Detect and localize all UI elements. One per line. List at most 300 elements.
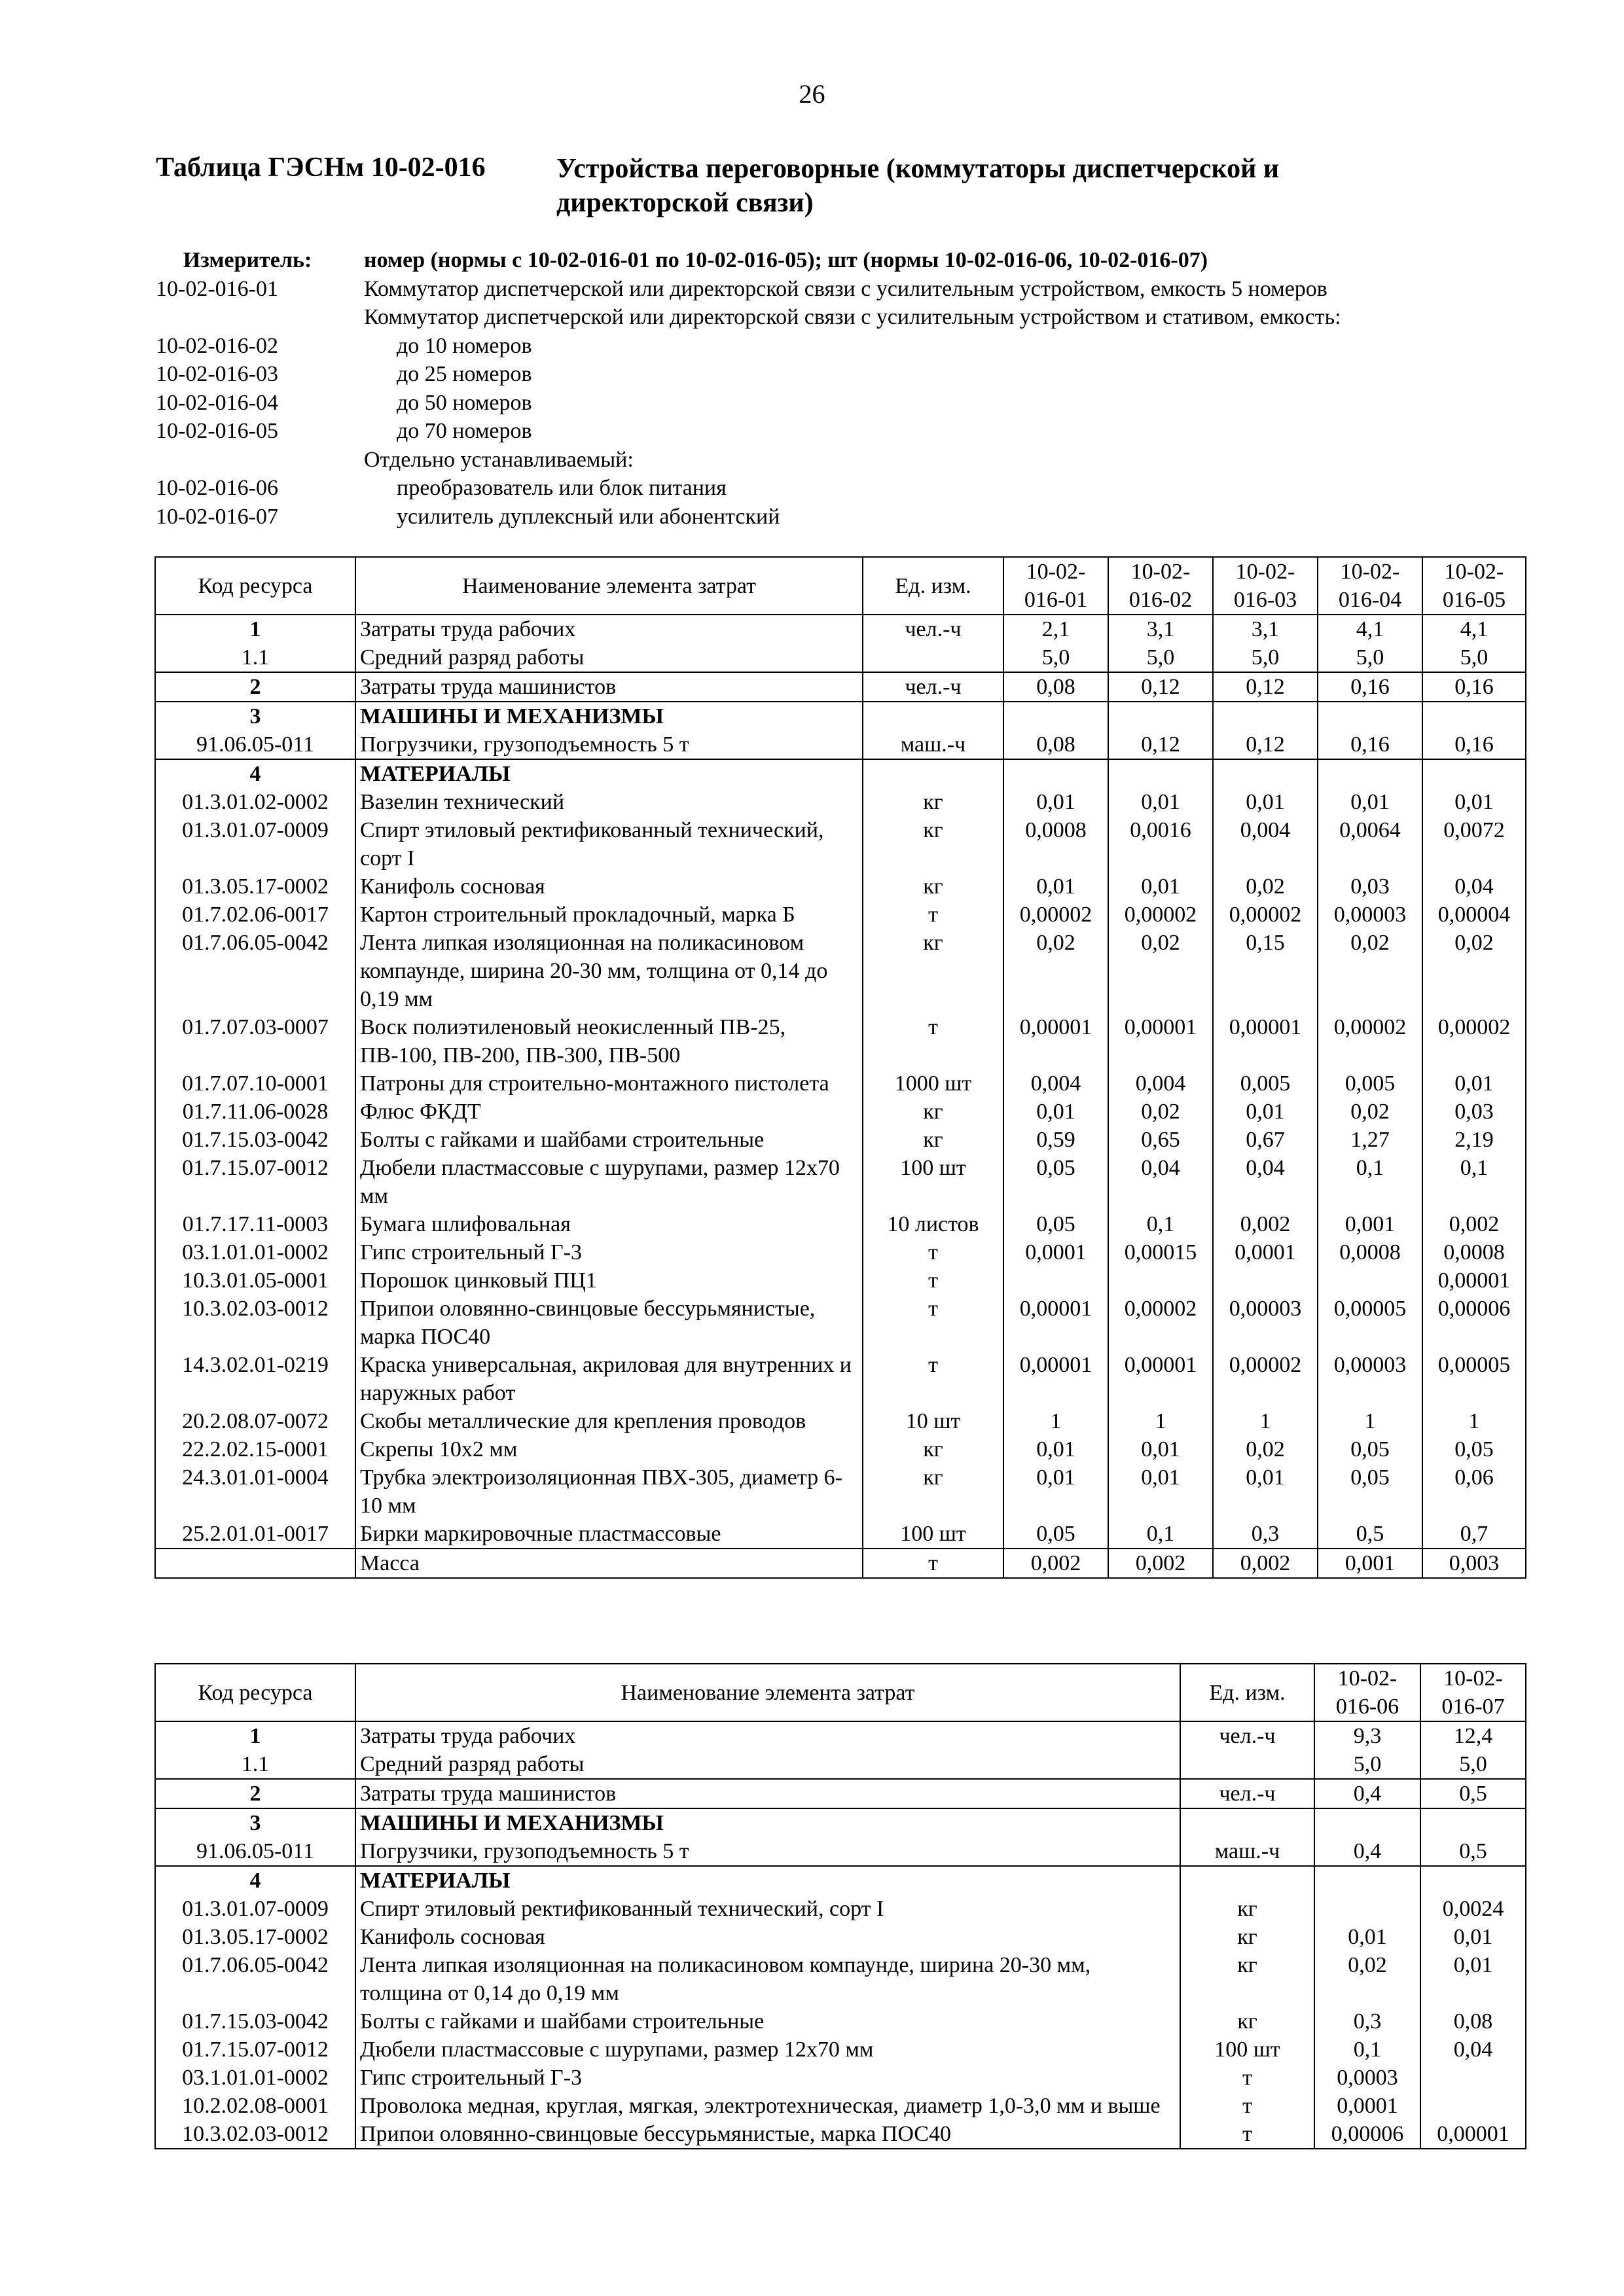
norm-value: 0,002 (1213, 1210, 1318, 1238)
resource-name: Канифоль сосновая (355, 1923, 1180, 1951)
measure-label: Измеритель: (183, 248, 312, 272)
table-row (155, 1210, 1526, 1238)
resource-code: 25.2.01.01-0017 (155, 1520, 355, 1549)
norm-value: 0,7 (1422, 1520, 1526, 1549)
resource-unit: т (863, 1238, 1003, 1266)
norm-value: 5,0 (1213, 643, 1318, 672)
resource-name: Бирки маркировочные пластмассовые (355, 1520, 863, 1549)
norm-line (156, 332, 1498, 361)
resource-code: 1 (155, 1721, 355, 1750)
resource-unit: т (863, 1549, 1003, 1578)
table-row (155, 1154, 1526, 1210)
resource-unit: маш.-ч (863, 730, 1003, 759)
norm-value: 0,02 (1213, 1435, 1318, 1463)
norm-value: 0,0008 (1003, 816, 1108, 872)
table-row (155, 1098, 1526, 1126)
norm-value: 0,00002 (1213, 1351, 1318, 1407)
norm-value: 1 (1422, 1407, 1526, 1435)
norm-value: 0,02 (1318, 929, 1422, 1013)
norm-value: 0,001 (1318, 1549, 1422, 1578)
norm-value: 0,04 (1420, 2036, 1526, 2064)
resource-name: Краска универсальная, акриловая для внутренних и наружных работ (355, 1351, 863, 1407)
norm-value: 0,00001 (1108, 1351, 1213, 1407)
resource-name: Погрузчики, грузоподъемность 5 т (355, 730, 863, 759)
norm-code: 10-02-016-04 (156, 390, 278, 415)
norm-value (1318, 702, 1422, 730)
norm-code: 10-02-016-06 (156, 476, 278, 500)
resource-unit (863, 759, 1003, 788)
table-row (155, 1126, 1526, 1154)
resource-code: 14.3.02.01-0219 (155, 1351, 355, 1407)
norm-line (156, 446, 1498, 475)
norm-value (1420, 2064, 1526, 2092)
resource-code: 01.7.06.05-0042 (155, 929, 355, 1013)
norm-description: усилитель дуплексный или абонентский (397, 504, 780, 529)
resource-table-1 (154, 556, 1526, 1579)
resource-name: Затраты труда рабочих (355, 615, 863, 643)
table-row (155, 1549, 1526, 1578)
table-row (155, 615, 1526, 643)
norm-value: 0,0003 (1314, 2064, 1420, 2092)
resource-unit (863, 702, 1003, 730)
norm-value: 0,1 (1318, 1154, 1422, 1210)
norm-value: 0,01 (1422, 788, 1526, 816)
resource-code: 24.3.01.01-0004 (155, 1463, 355, 1520)
resource-unit: кг (1180, 2007, 1314, 2036)
table-row (155, 788, 1526, 816)
norm-value: 5,0 (1108, 643, 1213, 672)
resource-name: Болты с гайками и шайбами строительные (355, 2007, 1180, 2036)
resource-unit: т (863, 901, 1003, 929)
resource-unit: чел.-ч (863, 672, 1003, 702)
norm-value (1003, 1266, 1108, 1295)
table-row (155, 1463, 1526, 1520)
header-norm-01: 10-02-016-01 (1003, 557, 1108, 615)
table-row (155, 2092, 1526, 2120)
resource-code: 01.7.15.03-0042 (155, 2007, 355, 2036)
measure-block (156, 246, 1498, 531)
table-row (155, 816, 1526, 872)
norm-line (156, 474, 1498, 503)
norm-value: 0,65 (1108, 1126, 1213, 1154)
norm-value: 0,01 (1420, 1923, 1526, 1951)
table-row (155, 702, 1526, 730)
norm-value: 1 (1213, 1407, 1318, 1435)
norm-value: 0,003 (1422, 1549, 1526, 1578)
resource-unit: кг (863, 1463, 1003, 1520)
norm-value: 0,002 (1422, 1210, 1526, 1238)
norm-value: 0,00002 (1318, 1013, 1422, 1069)
resource-name: МАШИНЫ И МЕХАНИЗМЫ (355, 1808, 1180, 1837)
norm-value (1213, 759, 1318, 788)
resource-code: 03.1.01.01-0002 (155, 1238, 355, 1266)
norm-value: 0,16 (1422, 672, 1526, 702)
resource-name: Спирт этиловый ректификованный технический, сорт I (355, 1895, 1180, 1923)
norm-value: 0,01 (1213, 1098, 1318, 1126)
norm-value: 0,01 (1003, 788, 1108, 816)
norm-value: 3,1 (1213, 615, 1318, 643)
norm-value: 0,0001 (1003, 1238, 1108, 1266)
resource-unit: т (1180, 2064, 1314, 2092)
resource-name: Спирт этиловый ректификованный технический, сорт I (355, 816, 863, 872)
header-name: Наименование элемента затрат (355, 557, 863, 615)
norm-value: 0,004 (1108, 1069, 1213, 1098)
norm-value: 0,0016 (1108, 816, 1213, 872)
norm-value: 0,005 (1318, 1069, 1422, 1098)
resource-unit: т (863, 1013, 1003, 1069)
norm-code: 10-02-016-03 (156, 362, 278, 386)
resource-unit: 100 шт (1180, 2036, 1314, 2064)
norm-value (1422, 759, 1526, 788)
norm-value (1420, 1808, 1526, 1837)
resource-code: 3 (155, 1808, 355, 1837)
resource-name: Порошок цинковый ПЦ1 (355, 1266, 863, 1295)
norm-value: 0,02 (1422, 929, 1526, 1013)
norm-value: 0,12 (1213, 672, 1318, 702)
norm-value: 0,16 (1318, 730, 1422, 759)
norm-value (1314, 1808, 1420, 1837)
resource-code: 10.3.02.03-0012 (155, 1295, 355, 1351)
norm-value: 0,01 (1420, 1951, 1526, 2007)
norm-value: 5,0 (1422, 643, 1526, 672)
table-row (155, 1407, 1526, 1435)
table-row (155, 1750, 1526, 1779)
resource-unit (863, 643, 1003, 672)
resource-unit: 100 шт (863, 1154, 1003, 1210)
resource-unit: 100 шт (863, 1520, 1003, 1549)
norm-line (156, 303, 1498, 332)
norm-value: 0,0024 (1420, 1895, 1526, 1923)
resource-unit: т (1180, 2092, 1314, 2120)
resource-code: 01.7.15.03-0042 (155, 1126, 355, 1154)
table-row (155, 1895, 1526, 1923)
norm-value (1422, 702, 1526, 730)
norm-value: 0,004 (1003, 1069, 1108, 1098)
resource-unit (1180, 1750, 1314, 1779)
resource-code: 01.3.01.07-0009 (155, 1895, 355, 1923)
table-row (155, 672, 1526, 702)
norm-value: 0,03 (1318, 872, 1422, 901)
norm-value: 4,1 (1318, 615, 1422, 643)
norm-value: 0,002 (1003, 1549, 1108, 1578)
norm-value (1108, 759, 1213, 788)
resource-name: Болты с гайками и шайбами строительные (355, 1126, 863, 1154)
resource-unit: кг (863, 1098, 1003, 1126)
norm-value: 0,12 (1108, 672, 1213, 702)
table-header-row (155, 557, 1526, 615)
resource-unit: кг (1180, 1923, 1314, 1951)
measure-row (156, 246, 1498, 275)
norm-value: 1 (1318, 1407, 1422, 1435)
norm-value: 0,02 (1314, 1951, 1420, 2007)
table-row (155, 1951, 1526, 2007)
resource-name: МАТЕРИАЛЫ (355, 1866, 1180, 1895)
resource-code: 2 (155, 672, 355, 702)
resource-name: Лента липкая изоляционная на поликасиновом компаунде, ширина 20-30 мм, толщина от 0,14 до 0,19 мм (355, 929, 863, 1013)
norm-value: 0,00004 (1422, 901, 1526, 929)
norm-line (156, 503, 1498, 531)
norm-value: 0,04 (1422, 872, 1526, 901)
resource-code: 20.2.08.07-0072 (155, 1407, 355, 1435)
table-row (155, 929, 1526, 1013)
header-norm-04: 10-02-016-04 (1318, 557, 1422, 615)
norm-value (1420, 1866, 1526, 1895)
resource-unit: 10 шт (863, 1407, 1003, 1435)
resource-name: Погрузчики, грузоподъемность 5 т (355, 1837, 1180, 1866)
resource-unit: чел.-ч (1180, 1721, 1314, 1750)
resource-name: Вазелин технический (355, 788, 863, 816)
table-row (155, 1923, 1526, 1951)
header-unit: Ед. изм. (863, 557, 1003, 615)
norm-value: 0,01 (1108, 872, 1213, 901)
norm-value: 0,00005 (1318, 1295, 1422, 1351)
resource-code: 3 (155, 702, 355, 730)
table-title-code: Таблица ГЭСНм 10-02-016 (156, 152, 486, 183)
table-row (155, 643, 1526, 672)
resource-code: 01.3.05.17-0002 (155, 1923, 355, 1951)
norm-value: 0,01 (1108, 788, 1213, 816)
resource-code: 2 (155, 1779, 355, 1808)
table-row (155, 1069, 1526, 1098)
norm-line (156, 389, 1498, 418)
norm-value: 0,01 (1108, 1463, 1213, 1520)
resource-name: МАШИНЫ И МЕХАНИЗМЫ (355, 702, 863, 730)
header-unit: Ед. изм. (1180, 1664, 1314, 1721)
norm-value (1318, 759, 1422, 788)
table-row (155, 1837, 1526, 1866)
table-row (155, 1520, 1526, 1549)
table-row (155, 1238, 1526, 1266)
resource-name: Припои оловянно-свинцовые бессурьмянистые, марка ПОС40 (355, 1295, 863, 1351)
resource-unit (1180, 1808, 1314, 1837)
norm-value: 0,00005 (1422, 1351, 1526, 1407)
norm-value (1318, 1266, 1422, 1295)
norm-value: 1 (1108, 1407, 1213, 1435)
header-norm-03: 10-02-016-03 (1213, 557, 1318, 615)
resource-code: 01.7.06.05-0042 (155, 1951, 355, 2007)
resource-name: Картон строительный прокладочный, марка Б (355, 901, 863, 929)
norm-description: до 25 номеров (397, 362, 532, 386)
norm-value: 0,01 (1213, 1463, 1318, 1520)
table-title-text: Устройства переговорные (коммутаторы диспетчерской и директорской связи) (556, 154, 1280, 218)
resource-unit: чел.-ч (863, 615, 1003, 643)
norm-value: 0,05 (1422, 1435, 1526, 1463)
norm-value: 0,004 (1213, 816, 1318, 872)
resource-code: 01.3.01.02-0002 (155, 788, 355, 816)
norm-line (156, 360, 1498, 389)
norm-value (1003, 702, 1108, 730)
resource-code: 03.1.01.01-0002 (155, 2064, 355, 2092)
norm-value: 0,0072 (1422, 816, 1526, 872)
norm-list (156, 275, 1498, 531)
norm-line (156, 417, 1498, 446)
norm-value: 0,01 (1003, 1098, 1108, 1126)
norm-value: 0,00002 (1108, 901, 1213, 929)
norm-value: 0,02 (1318, 1098, 1422, 1126)
norm-value: 1,27 (1318, 1126, 1422, 1154)
norm-description: до 10 номеров (397, 333, 532, 358)
resource-unit (1180, 1866, 1314, 1895)
header-name: Наименование элемента затрат (355, 1664, 1180, 1721)
norm-description: до 50 номеров (397, 390, 532, 415)
norm-value: 5,0 (1420, 1750, 1526, 1779)
norm-value: 0,3 (1213, 1520, 1318, 1549)
norm-value: 0,005 (1213, 1069, 1318, 1098)
norm-value: 0,5 (1420, 1779, 1526, 1808)
norm-value: 0,00001 (1003, 1295, 1108, 1351)
table-row (155, 1866, 1526, 1895)
norm-value: 0,002 (1213, 1549, 1318, 1578)
resource-code: 01.7.02.06-0017 (155, 901, 355, 929)
norm-value (1420, 2092, 1526, 2120)
resource-code: 01.7.15.07-0012 (155, 2036, 355, 2064)
norm-value: 0,00001 (1213, 1013, 1318, 1069)
norm-value: 0,1 (1108, 1210, 1213, 1238)
header-norm-02: 10-02-016-02 (1108, 557, 1213, 615)
norm-code: 10-02-016-01 (156, 276, 278, 301)
resource-name: Гипс строительный Г-3 (355, 2064, 1180, 2092)
norm-value: 0,3 (1314, 2007, 1420, 2036)
resource-unit: т (863, 1266, 1003, 1295)
norm-value: 0,01 (1422, 1069, 1526, 1098)
resource-unit: т (863, 1351, 1003, 1407)
norm-code: 10-02-016-05 (156, 419, 278, 443)
norm-value: 0,0008 (1318, 1238, 1422, 1266)
norm-value: 0,02 (1108, 929, 1213, 1013)
norm-value: 3,1 (1108, 615, 1213, 643)
resource-code: 01.7.07.03-0007 (155, 1013, 355, 1069)
resource-name: Припои оловянно-свинцовые бессурьмянистые, марка ПОС40 (355, 2120, 1180, 2149)
norm-value: 0,5 (1318, 1520, 1422, 1549)
norm-value: 0,67 (1213, 1126, 1318, 1154)
norm-value: 0,1 (1314, 2036, 1420, 2064)
resource-unit: чел.-ч (1180, 1779, 1314, 1808)
norm-value: 0,00001 (1420, 2120, 1526, 2149)
resource-unit: 10 листов (863, 1210, 1003, 1238)
norm-value: 0,03 (1422, 1098, 1526, 1126)
norm-value: 0,01 (1318, 788, 1422, 816)
norm-value (1213, 1266, 1318, 1295)
norm-value: 0,02 (1213, 872, 1318, 901)
header-code: Код ресурса (155, 557, 355, 615)
resource-name: Канифоль сосновая (355, 872, 863, 901)
table-row (155, 1266, 1526, 1295)
norm-value: 0,04 (1108, 1154, 1213, 1210)
norm-value: 0,01 (1108, 1435, 1213, 1463)
norm-value: 0,16 (1318, 672, 1422, 702)
resource-name: Гипс строительный Г-3 (355, 1238, 863, 1266)
norm-value: 0,01 (1003, 1435, 1108, 1463)
resource-unit: 1000 шт (863, 1069, 1003, 1098)
page-number: 26 (799, 79, 825, 109)
norm-value: 0,12 (1213, 730, 1318, 759)
norm-description: Коммутатор диспетчерской или директорской связи с усилительным устройством и стативом, емкость: (364, 305, 1341, 329)
resource-code: 91.06.05-011 (155, 1837, 355, 1866)
resource-code: 01.7.11.06-0028 (155, 1098, 355, 1126)
resource-code (155, 1549, 355, 1578)
resource-code: 01.7.17.11-0003 (155, 1210, 355, 1238)
norm-value: 0,05 (1003, 1210, 1108, 1238)
norm-value: 0,05 (1003, 1520, 1108, 1549)
table-row (155, 1435, 1526, 1463)
resource-table-2 (154, 1663, 1526, 2149)
norm-value: 0,00001 (1422, 1266, 1526, 1295)
norm-value: 0,00002 (1108, 1295, 1213, 1351)
header-norm-05: 10-02-016-05 (1422, 557, 1526, 615)
norm-value: 0,06 (1422, 1463, 1526, 1520)
table-row (155, 872, 1526, 901)
resource-name: Воск полиэтиленовый неокисленный ПВ-25, ПВ-100, ПВ-200, ПВ-300, ПВ-500 (355, 1013, 863, 1069)
resource-code: 22.2.02.15-0001 (155, 1435, 355, 1463)
resource-unit: т (1180, 2120, 1314, 2149)
norm-value: 0,01 (1003, 872, 1108, 901)
norm-value: 0,1 (1108, 1520, 1213, 1549)
norm-code (156, 446, 364, 475)
resource-unit: кг (1180, 1951, 1314, 2007)
resource-code: 10.3.01.05-0001 (155, 1266, 355, 1295)
norm-value: 0,59 (1003, 1126, 1108, 1154)
resource-name: Флюс ФКДТ (355, 1098, 863, 1126)
norm-value: 0,00006 (1422, 1295, 1526, 1351)
header-code: Код ресурса (155, 1664, 355, 1721)
resource-code: 1.1 (155, 1750, 355, 1779)
norm-value: 0,4 (1314, 1837, 1420, 1866)
norm-value: 2,19 (1422, 1126, 1526, 1154)
norm-value: 0,00003 (1213, 1295, 1318, 1351)
norm-value: 0,00006 (1314, 2120, 1420, 2149)
norm-value: 0,08 (1003, 672, 1108, 702)
norm-value: 0,05 (1003, 1154, 1108, 1210)
norm-value: 0,00015 (1108, 1238, 1213, 1266)
norm-code: 10-02-016-02 (156, 333, 278, 358)
resource-unit: маш.-ч (1180, 1837, 1314, 1866)
norm-value: 5,0 (1314, 1750, 1420, 1779)
norm-value: 0,00002 (1422, 1013, 1526, 1069)
resource-unit: кг (863, 1126, 1003, 1154)
norm-value: 0,00002 (1003, 901, 1108, 929)
resource-name: Дюбели пластмассовые с шурупами, размер 12х70 мм (355, 2036, 1180, 2064)
resource-code: 01.3.01.07-0009 (155, 816, 355, 872)
table-row (155, 1013, 1526, 1069)
norm-value: 0,02 (1003, 929, 1108, 1013)
resource-code: 01.7.07.10-0001 (155, 1069, 355, 1098)
norm-value: 0,002 (1108, 1549, 1213, 1578)
norm-value: 0,08 (1003, 730, 1108, 759)
resource-name: Лента липкая изоляционная на поликасиновом компаунде, ширина 20-30 мм, толщина от 0,14 до 0,19 мм (355, 1951, 1180, 2007)
resource-unit: кг (1180, 1895, 1314, 1923)
norm-value: 4,1 (1422, 615, 1526, 643)
norm-value: 2,1 (1003, 615, 1108, 643)
resource-code: 1.1 (155, 643, 355, 672)
measure-text: номер (нормы с 10-02-016-01 по 10-02-016-05); шт (нормы 10-02-016-06, 10-02-016-07) (364, 248, 1208, 272)
resource-name: Средний разряд работы (355, 643, 863, 672)
resource-code: 91.06.05-011 (155, 730, 355, 759)
resource-unit: т (863, 1295, 1003, 1351)
table-row (155, 2036, 1526, 2064)
norm-value: 1 (1003, 1407, 1108, 1435)
resource-name: Масса (355, 1549, 863, 1578)
norm-value: 0,05 (1318, 1463, 1422, 1520)
table-row (155, 2064, 1526, 2092)
resource-code: 10.2.02.08-0001 (155, 2092, 355, 2120)
resource-name: Скобы металлические для крепления проводов (355, 1407, 863, 1435)
norm-value: 0,01 (1314, 1923, 1420, 1951)
header-norm-07: 10-02-016-07 (1420, 1664, 1526, 1721)
norm-value: 0,08 (1420, 2007, 1526, 2036)
norm-value: 0,0064 (1318, 816, 1422, 872)
norm-value: 0,04 (1213, 1154, 1318, 1210)
norm-description: преобразователь или блок питания (397, 476, 727, 500)
